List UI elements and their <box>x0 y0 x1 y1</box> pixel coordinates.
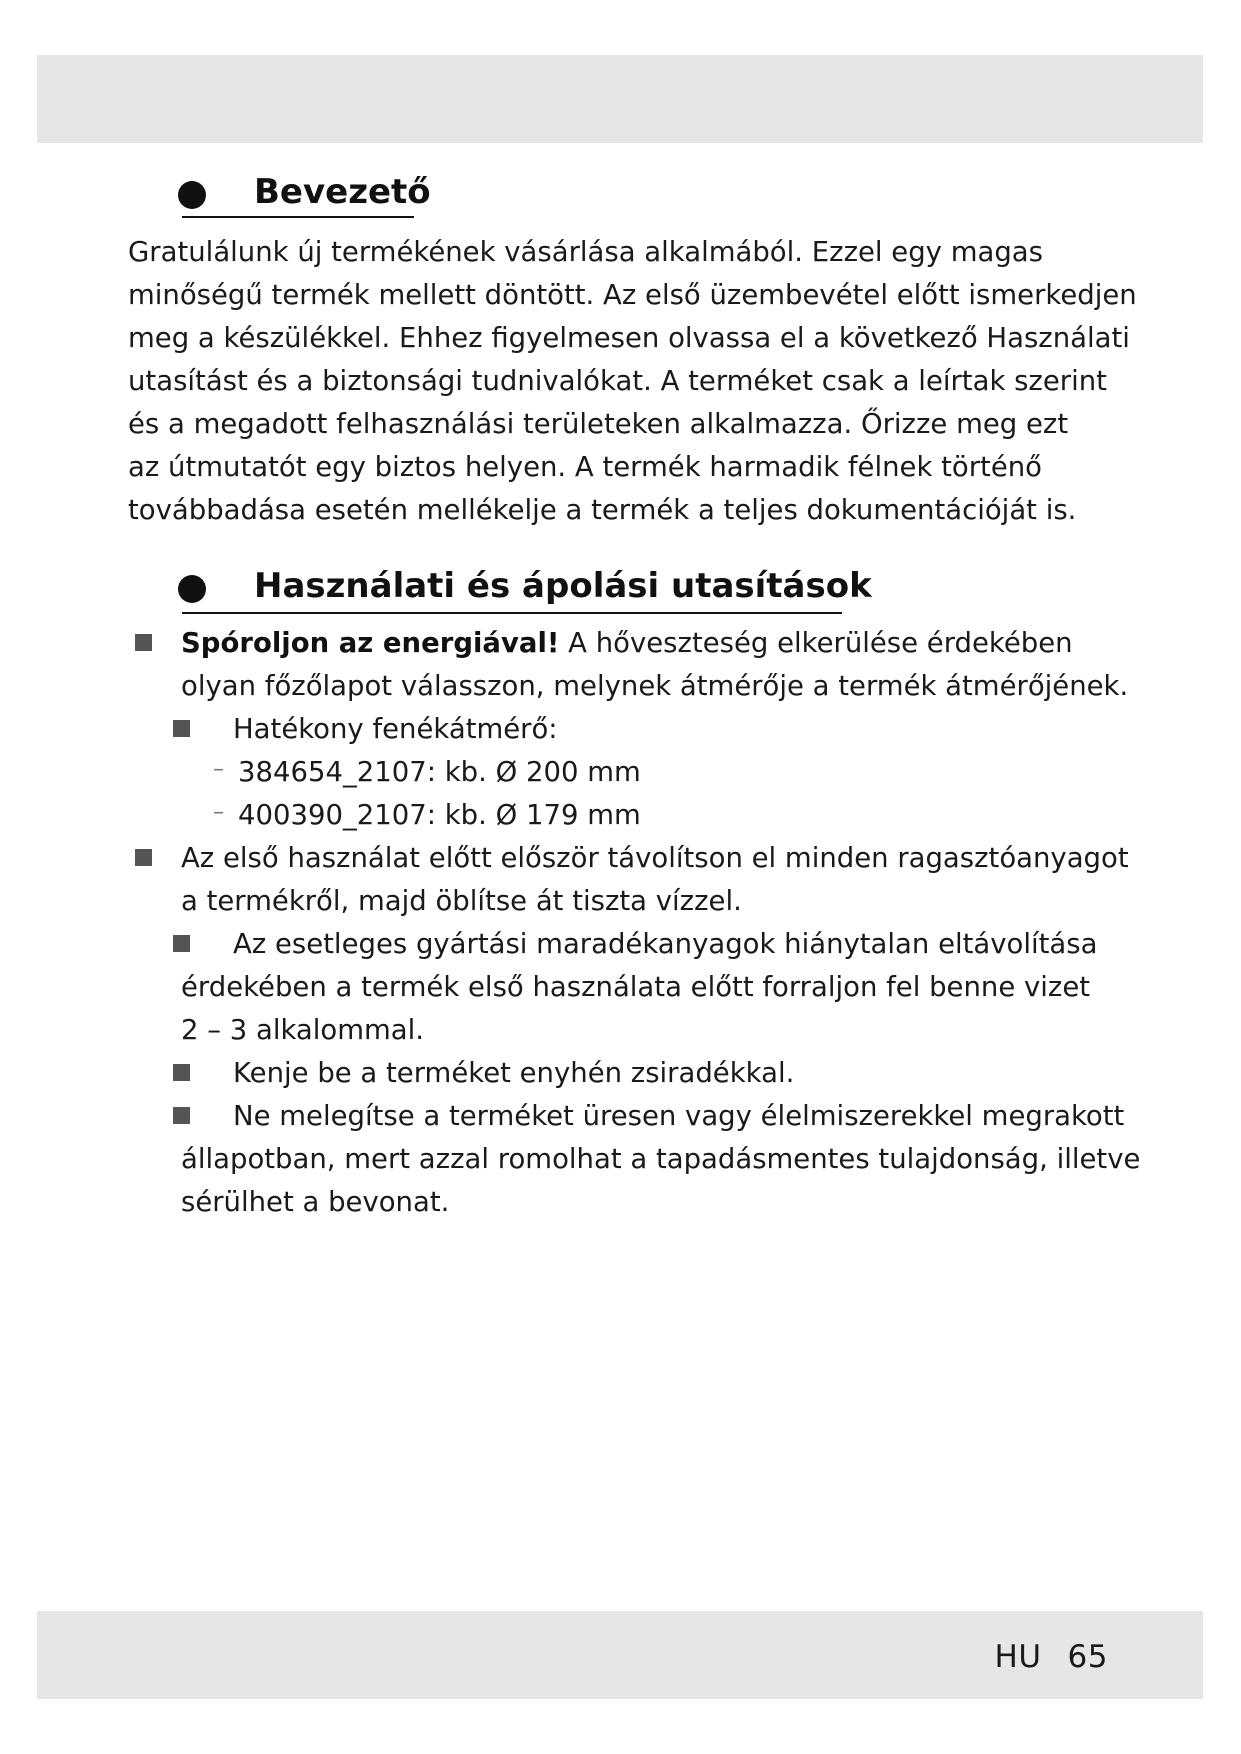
square-bullet-icon <box>135 849 152 866</box>
square-bullet-icon <box>173 720 190 737</box>
bullet-dot-icon <box>178 181 206 209</box>
diameter-item-2: 400390_2107: kb. Ø 179 mm <box>238 799 641 831</box>
intro-line: az útmutatót egy biztos helyen. A termék harmadik félnek történő <box>128 451 1042 483</box>
footer-language: HU <box>994 1639 1042 1675</box>
page-footer <box>995 1639 1108 1675</box>
sub-bullet-heat-line2: állapotban, mert azzal romolhat a tapadásmentes tulajdonság, illetve <box>181 1143 1141 1175</box>
bullet-dot-icon <box>178 575 206 603</box>
bullet-energy-line1 <box>181 622 1073 665</box>
sub-bullet-grease: Kenje be a terméket enyhén zsiradékkal. <box>233 1057 795 1089</box>
intro-line: minőségű termék mellett döntött. Az első üzembevétel előtt ismerkedjen <box>128 279 1137 311</box>
intro-paragraph <box>128 231 1137 532</box>
heading-underline <box>182 216 414 218</box>
heading-underline <box>182 612 842 614</box>
sub-bullet-heat-line1: Ne melegítse a terméket üresen vagy élelmiszerekkel megrakott <box>233 1100 1125 1132</box>
sub-bullet-heat-line3: sérülhet a bevonat. <box>181 1186 450 1218</box>
bullet-first-use-line2: a termékről, majd öblítse át tiszta vízzel. <box>181 885 742 917</box>
dash-marker: – <box>213 800 224 825</box>
square-bullet-icon <box>173 1064 190 1081</box>
intro-line: és a megadott felhasználási területeken alkalmazza. Őrizze meg ezt <box>128 408 1069 440</box>
sub-bullet-diameter-label: Hatékony fenékátmérő: <box>233 713 558 745</box>
sub-bullet-residue-line2: érdekében a termék első használata előtt forraljon fel benne vizet <box>181 971 1091 1003</box>
intro-line: Gratulálunk új termékének vásárlása alkalmából. Ezzel egy magas <box>128 236 1043 268</box>
heading-usage-title: Használati és ápolási utasítások <box>254 566 872 606</box>
heading-intro-title: Bevezető <box>254 172 431 212</box>
intro-line: utasítást és a biztonsági tudnivalókat. A terméket csak a leírtak szerint <box>128 365 1107 397</box>
page-number: 65 <box>1067 1639 1108 1675</box>
bullet-energy-rest: A hőveszteség elkerülése érdekében <box>559 627 1073 659</box>
intro-line: meg a készülékkel. Ehhez figyelmesen olvassa el a következő Használati <box>128 322 1130 354</box>
bullet-first-use-line1: Az első használat előtt először távolítson el minden ragasztóanyagot <box>181 842 1129 874</box>
sub-bullet-residue-line3: 2 – 3 alkalommal. <box>181 1014 425 1046</box>
square-bullet-icon <box>173 935 190 952</box>
square-bullet-icon <box>135 634 152 651</box>
square-bullet-icon <box>173 1107 190 1124</box>
sub-bullet-residue-line1: Az esetleges gyártási maradékanyagok hiánytalan eltávolítása <box>233 928 1098 960</box>
header-band <box>37 55 1203 143</box>
bullet-energy-line2: olyan főzőlapot válasszon, melynek átmérője a termék átmérőjének. <box>181 670 1129 702</box>
diameter-item-1: 384654_2107: kb. Ø 200 mm <box>238 756 641 788</box>
bullet-energy-bold: Spóroljon az energiával! <box>181 627 560 659</box>
footer-band <box>37 1611 1203 1699</box>
dash-marker: – <box>213 757 224 782</box>
intro-line: továbbadása esetén mellékelje a termék a teljes dokumentációját is. <box>128 494 1077 526</box>
